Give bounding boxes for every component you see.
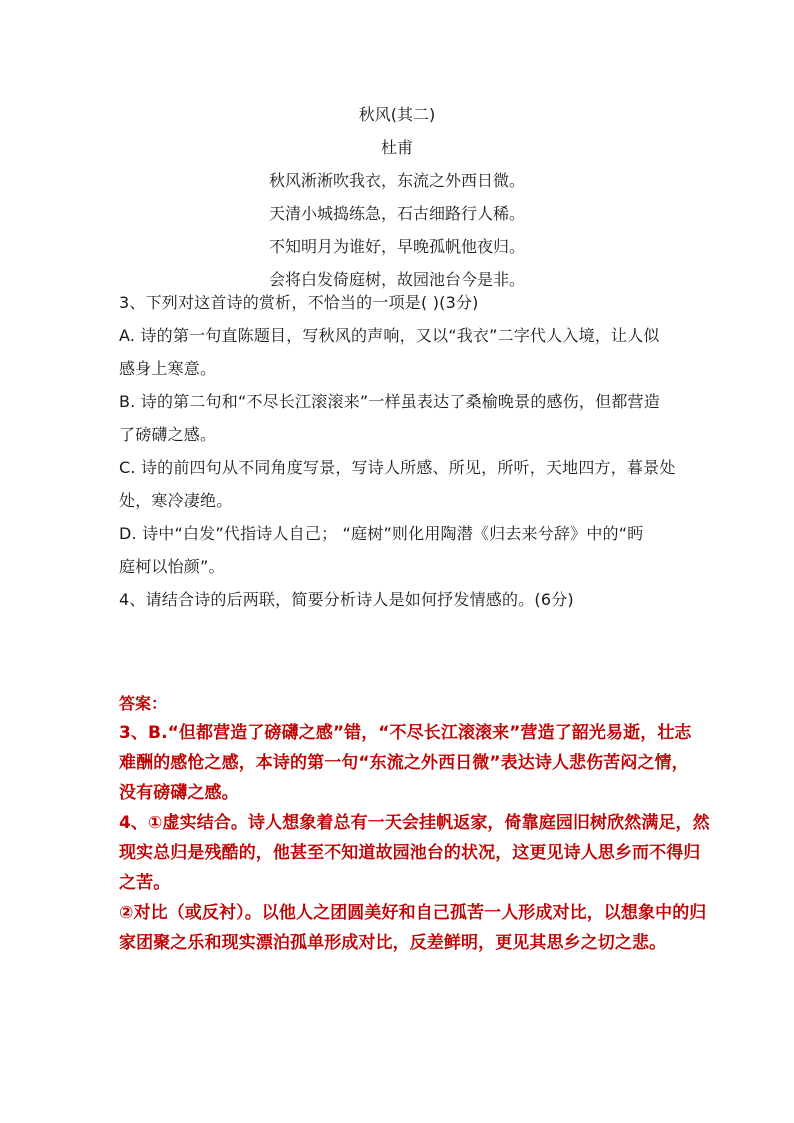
questions-block [119,286,679,616]
answer-line: 没有磅礴之感。 [119,783,239,803]
answer-line: 难酬的感怆之感，本诗的第一句“东流之外西日微”表达诗人悲伤苦闷之情， [119,753,689,773]
poem-line: 会将白发倚庭树，故园池台今是非。 [268,270,525,289]
question-4-stem: 4、请结合诗的后两联，简要分析诗人是如何抒发情感的。(6分) [119,590,574,609]
poem-title: 秋风(其二) [358,105,436,124]
answer-line: 之苦。 [119,873,171,893]
poem-line: 天清小城捣练急，石古细路行人稀。 [268,204,525,223]
question-3-stem: 3、下列对这首诗的赏析，不恰当的一项是( )(3分) [119,293,479,312]
option-a: A. 诗的第一句直陈题目，写秋风的声响，又以“我衣”二字代人入境，让人似 [119,326,660,345]
answers-block [119,690,710,958]
option-c-cont: 处，寒冷凄绝。 [119,491,233,510]
answer-label: 答案： [119,694,168,713]
poem-block [0,98,794,296]
answer-line: 4、①虚实结合。诗人想象着总有一天会挂帆返家，倚靠庭园旧树欣然满足，然 [119,813,710,833]
option-a-cont: 感身上寒意。 [119,359,217,378]
answer-line: ②对比（或反衬）。以他人之团圆美好和自己孤苦一人形成对比，以想象中的归 [119,903,707,923]
option-c: C. 诗的前四句从不同角度写景，写诗人所感、所见，所听，天地四方，暮景处 [119,458,676,477]
answer-line: 家团聚之乐和现实漂泊孤单形成对比，反差鲜明，更见其思乡之切之悲。 [119,933,667,953]
option-b-cont: 了磅礴之感。 [119,425,217,444]
option-d: D. 诗中“白发”代指诗人自己； “庭树”则化用陶潜《归去来兮辞》中的“眄 [119,524,644,543]
poem-line: 秋风淅淅吹我衣，东流之外西日微。 [268,171,525,190]
answer-line: 3、B.“但都营造了磅礴之感”错，“不尽长江滚滚来”营造了韶光易逝，壮志 [119,723,692,743]
option-b: B. 诗的第二句和“不尽长江滚滚来”一样虽表达了桑榆晚景的感伤，但都营造 [119,392,660,411]
poem-line: 不知明月为谁好，早晚孤帆他夜归。 [268,237,525,256]
option-d-cont: 庭柯以怡颜”。 [119,557,225,576]
answer-line: 现实总归是残酷的，他甚至不知道故园池台的状况，这更见诗人思乡而不得归 [119,843,701,863]
poem-author: 杜甫 [380,138,413,157]
